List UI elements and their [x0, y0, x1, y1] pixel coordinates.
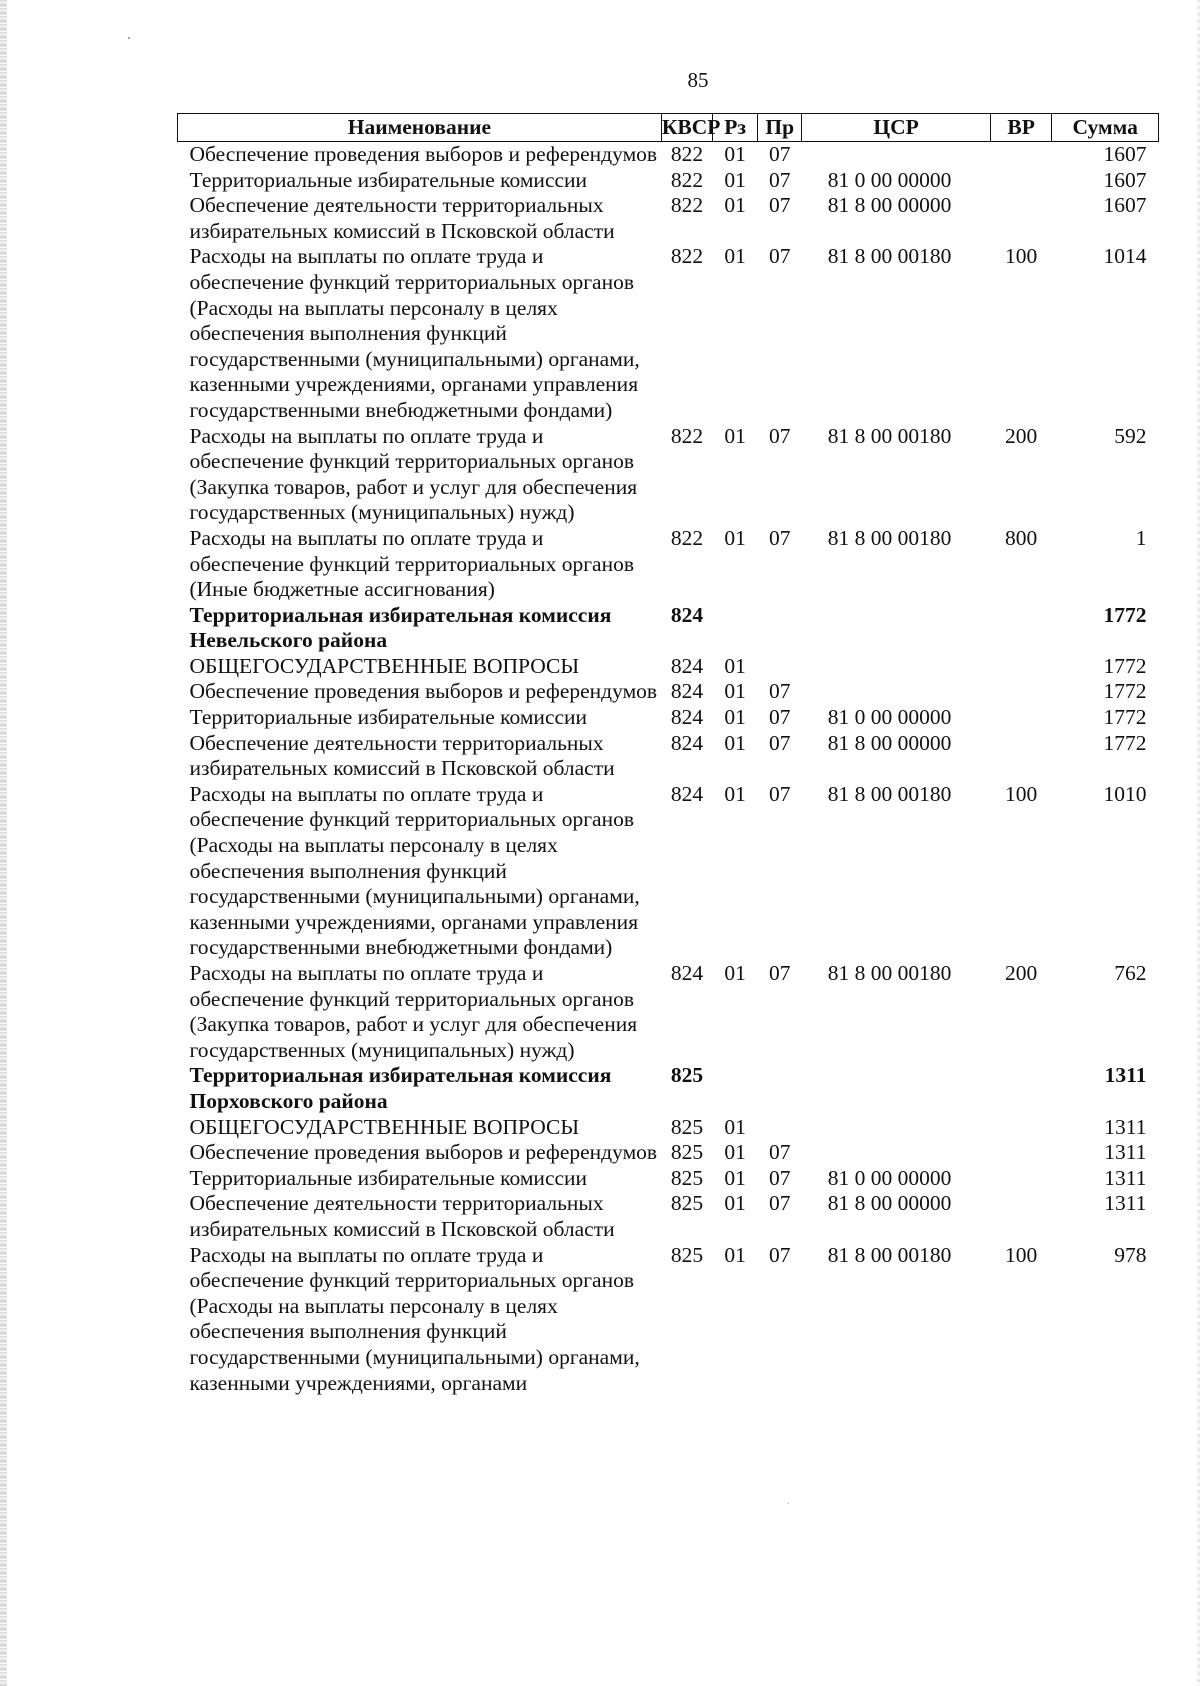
cell-csr: 81 8 00 00000: [827, 730, 952, 755]
cell-rz: 01: [724, 1140, 746, 1165]
cell-csr: [802, 1140, 991, 1166]
cell-name: Расходы на выплаты по оплате труда и обеспечение функций территориальных органов (Закупка товаров, работ и услуг для обеспечения государственных (муниципальных) нужд): [189, 961, 638, 1062]
cell-kvsr: 825: [670, 1114, 704, 1139]
cell-kvsr: 822: [670, 167, 704, 192]
budget-table: [177, 113, 1159, 1396]
cell-kvsr: 824: [670, 705, 704, 730]
table-row: [178, 705, 1159, 731]
cell-csr: [802, 654, 991, 680]
cell-sum: 1311: [1104, 1140, 1147, 1165]
cell-kvsr: 822: [670, 525, 704, 550]
header-pr: Пр: [758, 114, 802, 142]
cell-pr: 07: [768, 705, 791, 730]
cell-pr: [758, 654, 802, 680]
cell-name: ОБЩЕГОСУДАРСТВЕННЫЕ ВОПРОСЫ: [189, 653, 580, 678]
cell-vr: [990, 1115, 1052, 1141]
cell-pr: 07: [768, 679, 791, 704]
table-row: [178, 603, 1159, 654]
cell-kvsr: 822: [670, 142, 704, 166]
cell-name: Обеспечение деятельности территориальных избирательных комиссий в Псковской области: [189, 193, 615, 243]
cell-sum: 1607: [1103, 142, 1147, 166]
header-csr: ЦСР: [802, 114, 991, 142]
cell-vr: 100: [1004, 1242, 1038, 1267]
cell-kvsr: 822: [670, 244, 704, 269]
cell-vr: [990, 1140, 1052, 1166]
cell-rz: 01: [724, 244, 746, 269]
cell-name: ОБЩЕГОСУДАРСТВЕННЫЕ ВОПРОСЫ: [189, 1114, 580, 1139]
cell-pr: 07: [768, 730, 791, 755]
table-row: [178, 193, 1159, 244]
cell-name: Обеспечение проведения выборов и референдумов: [189, 142, 658, 166]
table-row: [178, 1166, 1159, 1192]
cell-kvsr: 824: [670, 602, 704, 627]
cell-name: Территориальные избирательные комиссии: [189, 705, 588, 730]
cell-sum: 1607: [1103, 193, 1147, 218]
cell-kvsr: 824: [670, 679, 704, 704]
cell-sum: 1311: [1104, 1063, 1147, 1088]
cell-name: Расходы на выплаты по оплате труда и обеспечение функций территориальных органов (Расходы на выплаты персоналу в целях обеспечения выполнения функций государственными (муниципальными) органами, казенными учреждениями, органами управления государственными внебюджетными фондами): [189, 244, 640, 422]
cell-rz: 01: [724, 781, 746, 806]
cell-sum: 1772: [1103, 705, 1147, 730]
cell-csr: 81 8 00 00000: [827, 1191, 952, 1216]
header-name: Наименование: [178, 114, 662, 142]
cell-kvsr: 824: [670, 781, 704, 806]
cell-pr: 07: [768, 781, 791, 806]
cell-pr: 07: [768, 1191, 791, 1216]
cell-csr: 81 0 00 00000: [827, 1165, 952, 1190]
cell-name: Расходы на выплаты по оплате труда и обеспечение функций территориальных органов (Иные бюджетные ассигнования): [189, 525, 634, 602]
scan-speck: [788, 1503, 789, 1504]
cell-kvsr: 822: [670, 423, 704, 448]
cell-pr: 07: [768, 423, 791, 448]
cell-csr: 81 8 00 00180: [827, 423, 952, 448]
cell-rz: [713, 603, 758, 654]
cell-name: Расходы на выплаты по оплате труда и обеспечение функций территориальных органов (Расходы на выплаты персоналу в целях обеспечения выполнения функций государственными (муниципальными) органами, казенными учреждениями, органами управления государственными внебюджетными фондами): [189, 781, 640, 960]
cell-rz: 01: [724, 961, 746, 985]
cell-pr: [758, 1063, 802, 1114]
cell-vr: [990, 1191, 1052, 1242]
cell-pr: 07: [768, 1140, 791, 1165]
cell-sum: 592: [1114, 423, 1147, 448]
cell-vr: 100: [1004, 244, 1038, 269]
cell-sum: 1311: [1104, 1114, 1147, 1139]
cell-name: Территориальная избирательная комиссия Порховского района: [189, 1063, 612, 1113]
cell-pr: 07: [768, 167, 791, 192]
cell-vr: [990, 1166, 1052, 1192]
cell-name: Обеспечение проведения выборов и референдумов: [189, 1140, 658, 1165]
header-kvsr: КВСР: [661, 114, 712, 142]
cell-rz: 01: [724, 167, 746, 192]
cell-sum: 1311: [1104, 1191, 1147, 1216]
cell-name: Расходы на выплаты по оплате труда и обеспечение функций территориальных органов (Закупка товаров, работ и услуг для обеспечения государственных (муниципальных) нужд): [189, 423, 638, 525]
cell-name: Обеспечение деятельности территориальных избирательных комиссий в Псковской области: [189, 730, 615, 781]
cell-rz: 01: [724, 142, 746, 166]
cell-rz: 01: [724, 423, 746, 448]
cell-rz: 01: [724, 193, 746, 218]
cell-name: Территориальные избирательные комиссии: [189, 167, 588, 192]
table-row: [178, 1115, 1159, 1141]
cell-pr: 07: [768, 1165, 791, 1190]
cell-vr: 200: [1004, 961, 1038, 985]
cell-name: Обеспечение проведения выборов и референдумов: [189, 679, 658, 704]
cell-kvsr: 825: [670, 1165, 704, 1190]
cell-pr: [758, 603, 802, 654]
scan-left-edge: [0, 0, 7, 1686]
cell-kvsr: 824: [670, 653, 704, 678]
table-header: [178, 114, 1159, 142]
cell-csr: [802, 1115, 991, 1141]
cell-name: Расходы на выплаты по оплате труда и обеспечение функций территориальных органов (Расходы на выплаты персоналу в целях обеспечения выполнения функций государственными (муниципальными) органами, казенными учреждениями, органами: [189, 1242, 640, 1395]
cell-sum: 1772: [1103, 679, 1147, 704]
table-row: [178, 1243, 1159, 1397]
cell-csr: 81 8 00 00180: [827, 525, 952, 550]
table-row: [178, 782, 1159, 961]
cell-kvsr: 824: [670, 730, 704, 755]
cell-vr: 200: [1004, 423, 1038, 448]
cell-rz: 01: [724, 525, 746, 550]
cell-vr: 800: [1004, 525, 1038, 550]
table-row: [178, 731, 1159, 782]
cell-rz: 01: [724, 730, 746, 755]
cell-pr: 07: [768, 961, 791, 985]
table-row: [178, 526, 1159, 603]
table-row: [178, 961, 1159, 1063]
cell-sum: 1772: [1103, 730, 1147, 755]
cell-csr: [802, 142, 991, 168]
cell-vr: [990, 1063, 1052, 1114]
cell-rz: 01: [724, 1165, 746, 1190]
cell-pr: 07: [768, 1242, 791, 1267]
cell-vr: [990, 654, 1052, 680]
table-row: [178, 1063, 1159, 1114]
cell-pr: 07: [768, 244, 791, 269]
cell-vr: [990, 679, 1052, 705]
cell-csr: [802, 1063, 991, 1114]
cell-kvsr: 825: [670, 1140, 704, 1165]
cell-csr: 81 8 00 00180: [827, 781, 952, 806]
cell-rz: 01: [724, 653, 746, 678]
cell-csr: 81 8 00 00180: [827, 961, 952, 985]
cell-rz: 01: [724, 1191, 746, 1216]
table-row: [178, 679, 1159, 705]
cell-kvsr: 825: [670, 1063, 704, 1088]
cell-vr: [990, 603, 1052, 654]
cell-csr: 81 0 00 00000: [827, 705, 952, 730]
cell-csr: 81 8 00 00180: [827, 1242, 952, 1267]
table-row: [178, 1140, 1159, 1166]
cell-kvsr: 824: [670, 961, 704, 985]
cell-pr: [758, 1115, 802, 1141]
cell-pr: 07: [768, 142, 791, 166]
cell-name: Территориальная избирательная комиссия Невельского района: [189, 602, 612, 653]
table-row: [178, 654, 1159, 680]
cell-kvsr: 825: [670, 1191, 704, 1216]
cell-rz: [713, 1063, 758, 1114]
cell-rz: 01: [724, 1114, 746, 1139]
cell-rz: 01: [724, 705, 746, 730]
scan-speck: [128, 37, 130, 39]
cell-sum: 1607: [1103, 167, 1147, 192]
cell-sum: 1311: [1104, 1165, 1147, 1190]
header-vr: ВР: [990, 114, 1052, 142]
cell-sum: 762: [1114, 961, 1147, 985]
cell-vr: [990, 731, 1052, 782]
table-row: [178, 244, 1159, 423]
cell-csr: 81 0 00 00000: [827, 167, 952, 192]
cell-kvsr: 822: [670, 193, 704, 218]
table-body: [178, 142, 1159, 1397]
cell-csr: [802, 603, 991, 654]
table-row: [178, 424, 1159, 526]
cell-name: Обеспечение деятельности территориальных избирательных комиссий в Псковской области: [189, 1191, 615, 1241]
cell-sum: 1014: [1103, 244, 1147, 269]
cell-name: Территориальные избирательные комиссии: [189, 1165, 588, 1190]
cell-kvsr: 825: [670, 1242, 704, 1267]
cell-rz: 01: [724, 679, 746, 704]
cell-pr: 07: [768, 193, 791, 218]
table-row: [178, 1191, 1159, 1242]
cell-sum: 1772: [1103, 602, 1147, 627]
page-number: 85: [687, 68, 709, 92]
cell-pr: 07: [768, 525, 791, 550]
cell-vr: 100: [1004, 781, 1038, 806]
cell-csr: [802, 679, 991, 705]
cell-csr: 81 8 00 00000: [827, 193, 952, 218]
table-row: [178, 168, 1159, 194]
cell-vr: [990, 142, 1052, 168]
cell-csr: 81 8 00 00180: [827, 244, 952, 269]
cell-sum: 1010: [1103, 781, 1147, 806]
cell-rz: 01: [724, 1242, 746, 1267]
cell-sum: 1772: [1103, 653, 1147, 678]
cell-sum: 978: [1114, 1242, 1147, 1267]
cell-vr: [990, 168, 1052, 194]
header-rz: Рз: [713, 114, 758, 142]
cell-vr: [990, 193, 1052, 244]
cell-vr: [990, 705, 1052, 731]
header-sum: Сумма: [1052, 114, 1159, 142]
cell-sum: 1: [1135, 525, 1147, 550]
table-row: [178, 142, 1159, 168]
